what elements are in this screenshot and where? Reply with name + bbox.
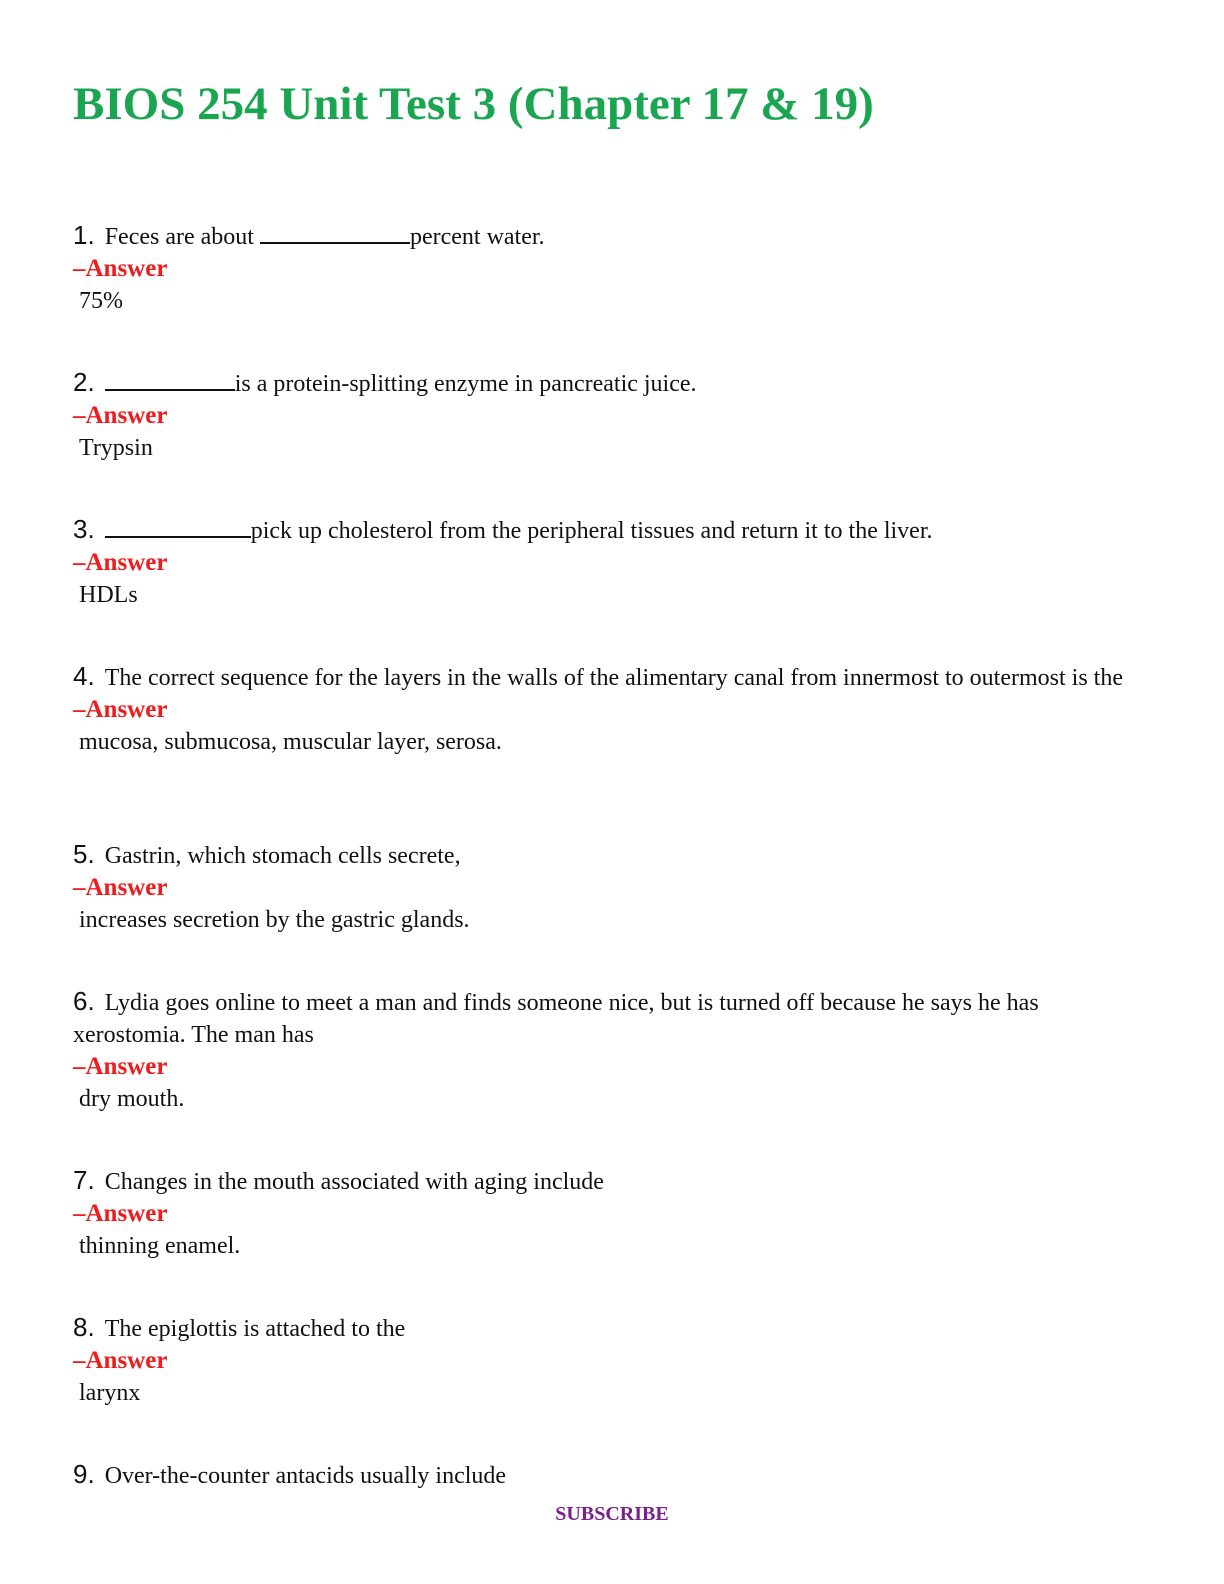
question-text bbox=[73, 1164, 1133, 1198]
question-text-body: Over-the-counter antacids usually include bbox=[104, 1463, 507, 1489]
subscribe-link[interactable]: SUBSCRIBE bbox=[555, 1503, 669, 1525]
question-item bbox=[73, 1311, 1133, 1409]
question-text-after: percent water. bbox=[409, 224, 545, 250]
question-item bbox=[73, 1458, 1133, 1492]
question-text-after: is a protein-splitting enzyme in pancreatic juice. bbox=[234, 371, 697, 397]
question-number: 6. bbox=[73, 986, 95, 1016]
answer-label: –Answer bbox=[73, 1347, 168, 1374]
question-number: 7. bbox=[73, 1165, 95, 1195]
answer-label: –Answer bbox=[73, 255, 168, 282]
question-item bbox=[73, 366, 1133, 464]
answer-label: –Answer bbox=[73, 549, 168, 576]
question-number: 3. bbox=[73, 514, 95, 544]
question-text bbox=[73, 985, 1133, 1051]
question-number: 9. bbox=[73, 1459, 95, 1489]
question-text-after: pick up cholesterol from the peripheral tissues and return it to the liver. bbox=[250, 518, 933, 544]
question-number: 8. bbox=[73, 1312, 95, 1342]
question-number: 5. bbox=[73, 839, 95, 869]
answer-label: –Answer bbox=[73, 696, 168, 723]
question-number: 1. bbox=[73, 220, 95, 250]
question-text bbox=[73, 513, 1133, 547]
answer-label: –Answer bbox=[73, 1053, 168, 1080]
answer-label: –Answer bbox=[73, 1200, 168, 1227]
answer-label: –Answer bbox=[73, 874, 168, 901]
answer-label: –Answer bbox=[73, 402, 168, 429]
question-item bbox=[73, 219, 1133, 317]
question-text bbox=[73, 1458, 1133, 1492]
answer-text: 75% bbox=[79, 288, 123, 314]
question-text bbox=[73, 1311, 1133, 1345]
page-title: BIOS 254 Unit Test 3 (Chapter 17 & 19) bbox=[73, 78, 874, 130]
question-item bbox=[73, 1164, 1133, 1262]
answer-text: thinning enamel. bbox=[79, 1233, 241, 1259]
question-text-body: Lydia goes online to meet a man and finds someone nice, but is turned off because he says he has xerostomia. The man has bbox=[73, 990, 1039, 1048]
question-number: 2. bbox=[73, 367, 95, 397]
answer-text: dry mouth. bbox=[79, 1086, 185, 1112]
question-text-body: The correct sequence for the layers in the walls of the alimentary canal from innermost to outermost is the bbox=[104, 665, 1123, 691]
question-text bbox=[73, 660, 1133, 694]
answer-text: HDLs bbox=[79, 582, 138, 608]
answer-blank bbox=[105, 367, 235, 391]
question-text bbox=[73, 838, 1133, 872]
answer-blank bbox=[105, 514, 251, 538]
answer-text: larynx bbox=[79, 1380, 141, 1406]
question-text-body: Changes in the mouth associated with aging include bbox=[104, 1169, 604, 1195]
question-item bbox=[73, 513, 1133, 611]
question-text bbox=[73, 366, 1133, 400]
answer-text: Trypsin bbox=[79, 435, 153, 461]
question-text-before: Feces are about bbox=[104, 224, 260, 250]
answer-text: increases secretion by the gastric glands. bbox=[79, 907, 470, 933]
answer-blank bbox=[260, 220, 410, 244]
question-number: 4. bbox=[73, 661, 95, 691]
answer-text: mucosa, submucosa, muscular layer, serosa. bbox=[79, 729, 502, 755]
question-text-body: The epiglottis is attached to the bbox=[104, 1316, 406, 1342]
question-item bbox=[73, 838, 1133, 936]
question-text bbox=[73, 219, 1133, 253]
question-text-body: Gastrin, which stomach cells secrete, bbox=[104, 843, 461, 869]
question-item bbox=[73, 985, 1133, 1115]
question-item bbox=[73, 660, 1133, 758]
